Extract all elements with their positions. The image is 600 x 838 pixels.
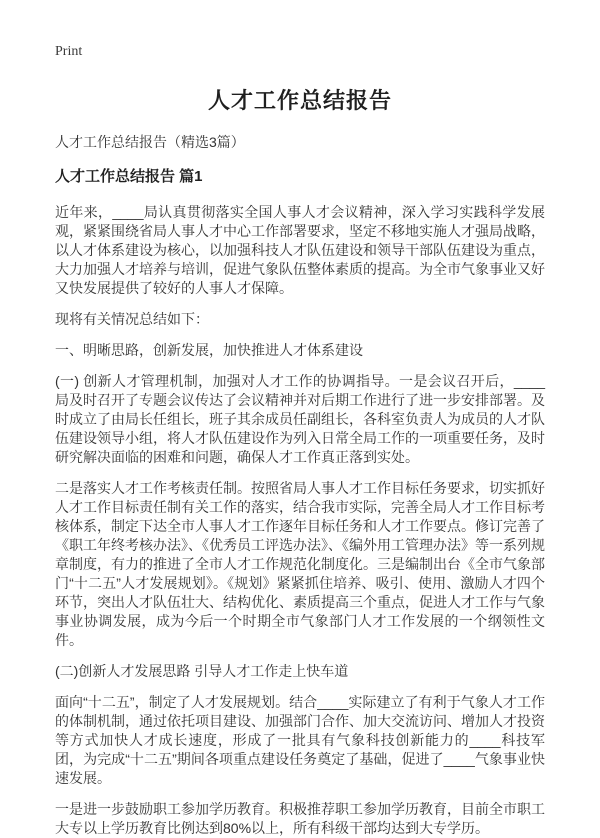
paragraph-summary-note: 现将有关情况总结如下：: [55, 311, 209, 327]
paragraph-subsection-1: (一) 创新人才管理机制，加强对人才工作的协调指导。一是会议召开后，____局及时召开了专题会议传达了会议精神并对后期工作进行了进一步安排部署。及时成立了由局长任组长，班子其余成员任副组长，各科室负责人为成员的人才队伍建设领导小组，将人才队伍建设作为列入日常全局工作的一项重要任务，及时研究解决面临的困难和问题，确保人才工作真正落到实处。: [55, 373, 545, 465]
paragraph-education: 一是进一步鼓励职工参加学历教育。积极推荐职工参加学历教育，目前全市职工大专以上学历教育比例达到80%以上，所有科级干部均达到大专学历。: [55, 801, 545, 836]
paragraph-intro: 近年来，____局认真贯彻落实全国人事人才会议精神，深入学习实践科学发展观，紧紧围绕省局人事人才中心工作部署要求，坚定不移地实施人才强局战略，以人才体系建设为核心，以加强科技人才队伍建设和领导干部队伍建设为重点，大力加强人才培养与培训，促进气象队伍整体素质的提高。为全市气象事业又好又快发展提供了较好的人事人才保障。: [55, 204, 545, 296]
document-subtitle: 人才工作总结报告（精选3篇）: [55, 134, 245, 150]
paragraph-subsection-1-cont: 二是落实人才工作考核责任制。按照省局人事人才工作目标任务要求，切实抓好人才工作目标责任制有关工作的落实，结合我市实际，完善全局人才工作目标考核体系，制定下达全市人事人才工作逐年目标任务和人才工作要点。修订完善了《职工年终考核办法》、《优秀员工评选办法》、《编外用工管理办法》等一系列规章制度，有力的推进了全市人才工作规范化制度化。三是编制出台《全市气象部门“十二五”人才发展规划》。《规划》紧紧抓住培养、吸引、使用、激励人才四个环节，突出人才队伍壮大、结构优化、素质提高三个重点，促进人才工作与气象事业协调发展，成为今后一个时期全市气象部门人才工作发展的一个纲领性文件。: [55, 480, 545, 648]
print-button[interactable]: Print: [55, 44, 83, 59]
paragraph-heading-one: 一、明晰思路，创新发展，加快推进人才体系建设: [55, 342, 363, 358]
document-title: 人才工作总结报告: [207, 88, 392, 113]
section-heading-part1: 人才工作总结报告 篇1: [55, 168, 203, 185]
paragraph-subsection-2: 面向“十二五”，制定了人才发展规划。结合____实际建立了有利于气象人才工作的体制机制，通过依托项目建设、加强部门合作、加大交流访问、增加人才投资等方式加快人才成长速度，形成了一批具有气象科技创新能力的____科技军团，为完成“十二五”期间各项重点建设任务奠定了基础，促进了____气象事业快速发展。: [55, 694, 545, 786]
paragraph-subsection-2-heading: (二)创新人才发展思路 引导人才工作走上快车道: [55, 663, 349, 679]
